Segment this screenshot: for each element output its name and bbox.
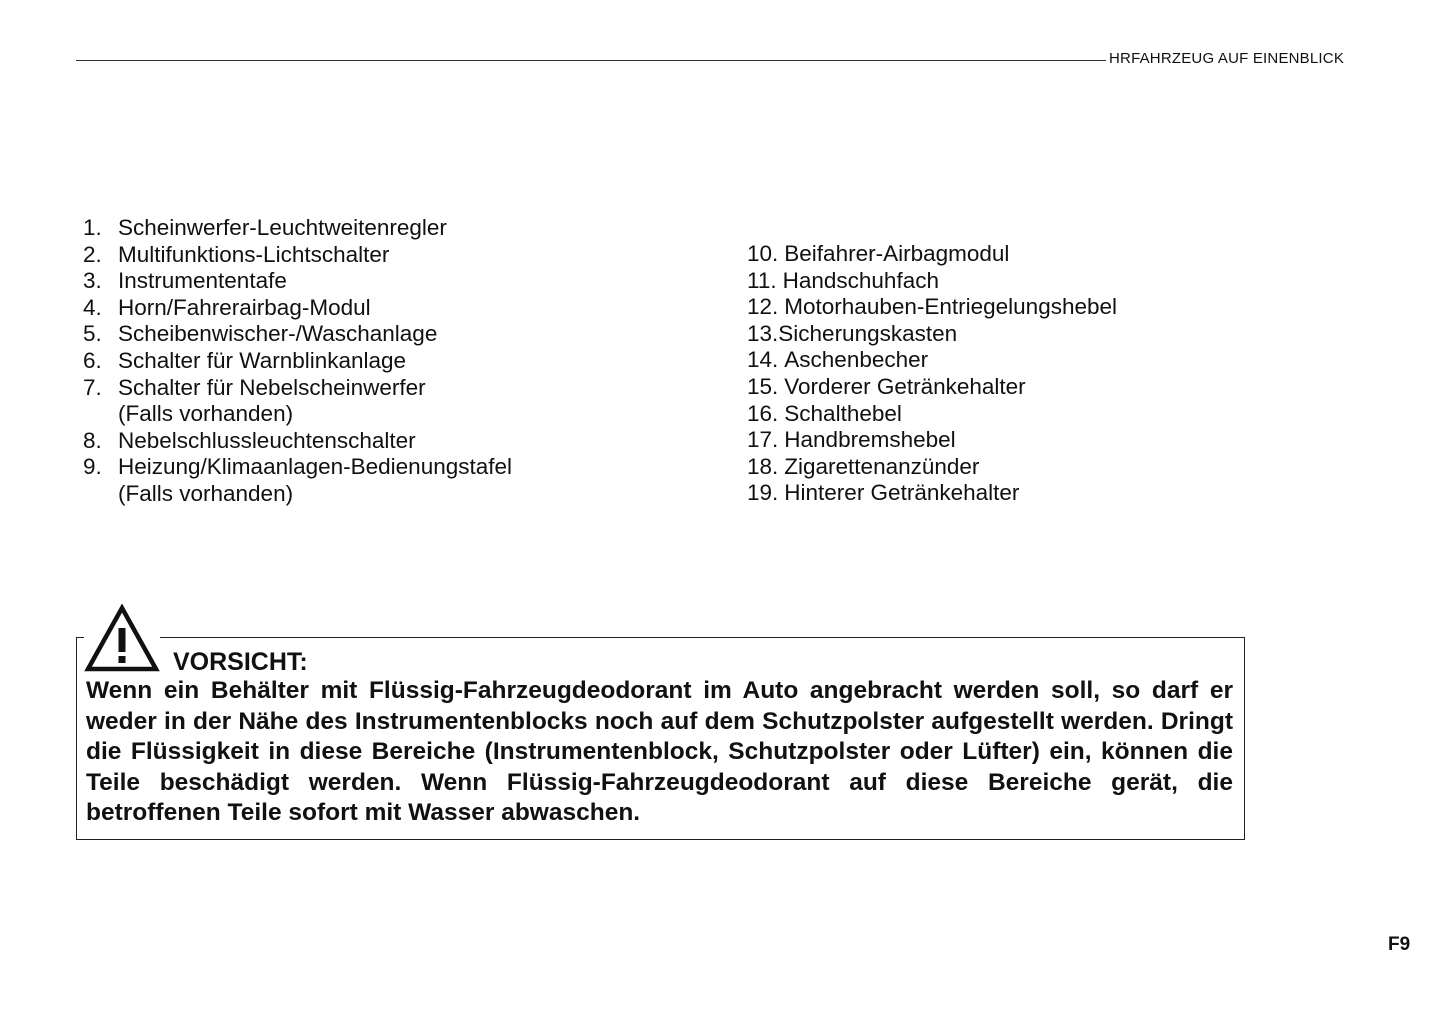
list-item	[747, 454, 1307, 481]
list-item	[747, 321, 1307, 348]
item-label: Zigarettenanzünder	[784, 453, 980, 479]
item-label: Heizung/Klimaanlagen-Bedienungstafel	[118, 454, 513, 480]
item-note: (Falls vorhanden)	[118, 480, 294, 506]
list-item	[747, 480, 1307, 507]
warning-title: VORSICHT:	[173, 648, 308, 676]
list-item	[83, 454, 703, 507]
item-note: (Falls vorhanden)	[118, 401, 294, 427]
list-item	[747, 241, 1307, 268]
item-label: Horn/Fahrerairbag-Modul	[118, 294, 371, 320]
item-label: Schalter für Nebelscheinwerfer	[118, 374, 426, 400]
item-label-group	[118, 375, 426, 428]
header-rule	[76, 60, 1106, 61]
item-number: 15.	[747, 373, 779, 399]
item-number: 3.	[83, 268, 102, 294]
list-item	[83, 268, 703, 295]
item-number: 7.	[83, 374, 102, 400]
item-number: 9.	[83, 454, 102, 480]
item-label: Handschuhfach	[782, 267, 939, 293]
list-item	[83, 348, 703, 375]
warning-text: Wenn ein Behälter mit Flüssig-Fahrzeugdeodorant im Auto angebracht werden soll, so darf er weder in der Nähe des Instrumentenblocks noch auf dem Schutzpolster aufgestellt werden. Dringt die Flüssigkeit in diese Bereiche (Instrumentenblock, Schutzpolster oder Lüfter) ein, können die Teile beschädigt werden. Wenn Flüssig-Fahrzeugdeodorant auf diese Bereiche gerät, die betroffenen Teile sofort mit Wasser abwaschen.	[86, 677, 1233, 826]
item-label: Hinterer Getränkehalter	[784, 480, 1020, 506]
list-item	[83, 242, 703, 269]
item-number: 10.	[747, 241, 779, 266]
header-title: HRFAHRZEUG AUF EINENBLICK	[1109, 50, 1345, 67]
list-item	[747, 401, 1307, 428]
item-number: 14.	[747, 347, 779, 373]
list-item	[83, 428, 703, 455]
list-item	[83, 321, 703, 348]
item-number: 5.	[83, 321, 102, 347]
item-number: 11.	[747, 267, 777, 293]
item-number: 12.	[747, 294, 779, 320]
item-number: 17.	[747, 427, 779, 453]
list-item	[83, 215, 703, 242]
item-label: Scheinwerfer-Leuchtweitenregler	[118, 215, 447, 240]
item-number: 16.	[747, 400, 779, 426]
item-number: 19.	[747, 480, 779, 506]
item-label-group	[118, 454, 512, 507]
item-label: Schalter für Warnblinkanlage	[118, 347, 407, 373]
item-label: Handbremshebel	[784, 427, 956, 453]
list-item	[747, 347, 1307, 374]
left-item-list	[83, 215, 703, 508]
item-label: Sicherungskasten	[778, 320, 958, 346]
item-number: 4.	[83, 294, 102, 320]
list-item	[83, 375, 703, 428]
warning-triangle-icon	[84, 604, 160, 672]
item-label: Vorderer Getränkehalter	[784, 373, 1026, 399]
item-label: Schalthebel	[784, 400, 902, 426]
list-item	[747, 427, 1307, 454]
item-number: 2.	[83, 241, 102, 267]
item-label: Instrumententafe	[118, 268, 287, 294]
item-number: 6.	[83, 347, 102, 373]
item-number: 8.	[83, 427, 102, 453]
list-item	[83, 295, 703, 322]
item-number: 18.	[747, 453, 779, 479]
item-label: Nebelschlussleuchtenschalter	[118, 427, 416, 453]
item-label: Motorhauben-Entriegelungshebel	[784, 294, 1118, 320]
list-item	[747, 374, 1307, 401]
item-number: 1.	[83, 215, 102, 240]
item-label: Aschenbecher	[784, 347, 929, 373]
item-label: Scheibenwischer-/Waschanlage	[118, 321, 438, 347]
list-item	[747, 268, 1307, 295]
right-item-list	[747, 241, 1307, 507]
page-number: F9	[1388, 934, 1411, 955]
item-label: Beifahrer-Airbagmodul	[784, 241, 1010, 266]
list-item	[747, 294, 1307, 321]
item-number: 13.	[747, 320, 779, 346]
item-label: Multifunktions-Lichtschalter	[118, 241, 390, 267]
